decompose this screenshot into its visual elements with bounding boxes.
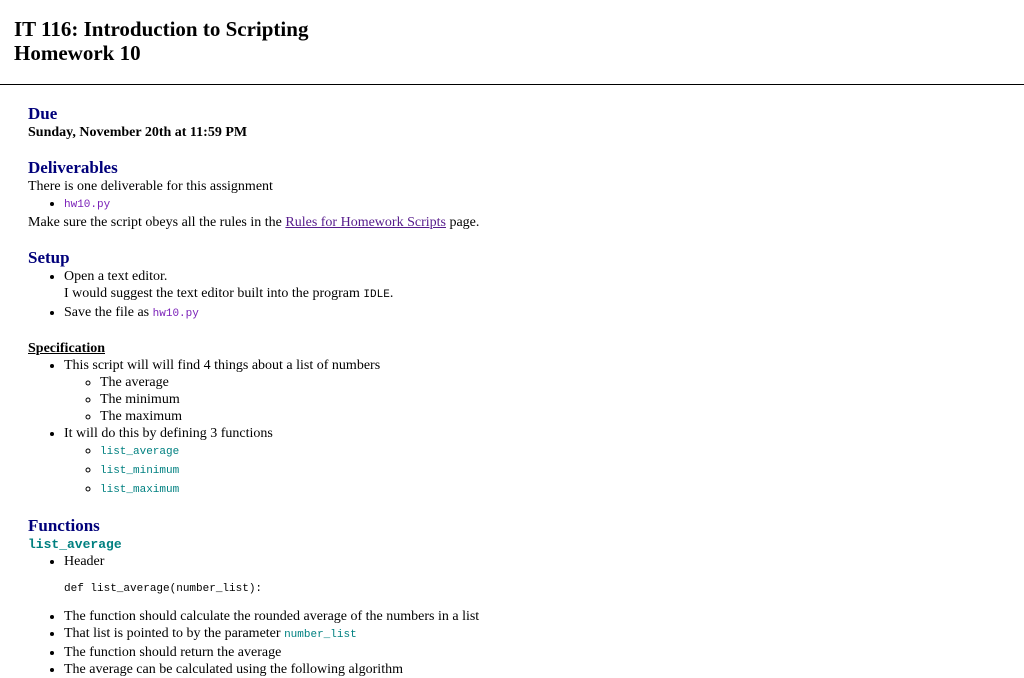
setup-file-code: hw10.py (152, 308, 199, 320)
functions-heading: Functions (28, 516, 100, 535)
list-item (100, 442, 996, 461)
spec-item-2: It will do this by defining 3 functions (64, 426, 273, 441)
due-section (28, 104, 996, 141)
function-subheading: list_average (28, 537, 122, 552)
list-item (64, 425, 996, 499)
param-text: That list is pointed to by the parameter (64, 626, 285, 641)
functions-section (28, 516, 996, 678)
course-title: IT 116: Introduction to Scripting (14, 17, 309, 41)
setup-list (28, 268, 996, 323)
specification-section (28, 340, 996, 499)
specification-heading: Specification (28, 341, 105, 356)
functions-header-list (28, 553, 996, 570)
idle-code: IDLE (363, 289, 390, 301)
page-title (14, 17, 1010, 65)
spec-sublist-2 (64, 442, 996, 499)
param-code: number_list (284, 629, 357, 641)
setup-step-2: Save the file as (64, 305, 153, 320)
list-item (64, 195, 996, 214)
deliverables-note (28, 214, 996, 231)
deliverable-file: hw10.py (64, 199, 111, 211)
main-content (0, 85, 1024, 678)
setup-step-1-suggestion: I would suggest the text editor built into the program (64, 286, 364, 301)
due-date: Sunday, November 20th at 11:59 PM (28, 125, 248, 140)
note-text: Make sure the script obeys all the rules in the (28, 215, 286, 230)
list-item: ◦ The average (100, 374, 996, 391)
due-heading: Due (28, 104, 58, 123)
list-item: ◦ The maximum (100, 408, 996, 425)
deliverables-list (28, 195, 996, 214)
spec-sublist-1 (64, 374, 996, 425)
list-item (64, 625, 996, 644)
list-item: ◦ The minimum (100, 391, 996, 408)
setup-step-1: Open a text editor. (64, 269, 168, 284)
setup-section (28, 248, 996, 323)
rules-link[interactable]: Rules for Homework Scripts (285, 215, 446, 230)
function-name: list_maximum (100, 484, 180, 496)
list-item (100, 461, 996, 480)
specification-list (28, 357, 996, 499)
list-item (64, 268, 996, 304)
list-item: • The average can be calculated using the following algorithm (64, 661, 996, 678)
deliverables-section (28, 158, 996, 231)
function-name: list_average (100, 446, 180, 458)
list-item (100, 480, 996, 499)
list-item (64, 304, 996, 323)
page-header (0, 0, 1024, 65)
homework-title: Homework 10 (14, 41, 141, 65)
list-item (64, 357, 996, 425)
note-text-end: page. (445, 215, 480, 230)
deliverables-intro: There is one deliverable for this assignment (28, 179, 273, 194)
deliverables-heading: Deliverables (28, 158, 118, 177)
function-header-code: def list_average(number_list): (64, 583, 263, 595)
list-item: • The function should calculate the rounded average of the numbers in a list (64, 608, 996, 625)
setup-step-1-end: . (389, 286, 394, 301)
setup-heading: Setup (28, 248, 70, 267)
spec-item-1: This script will will find 4 things about a list of numbers (64, 358, 381, 373)
function-name: list_minimum (100, 465, 180, 477)
list-item: • Header (64, 553, 996, 570)
list-item: • The function should return the average (64, 644, 996, 661)
